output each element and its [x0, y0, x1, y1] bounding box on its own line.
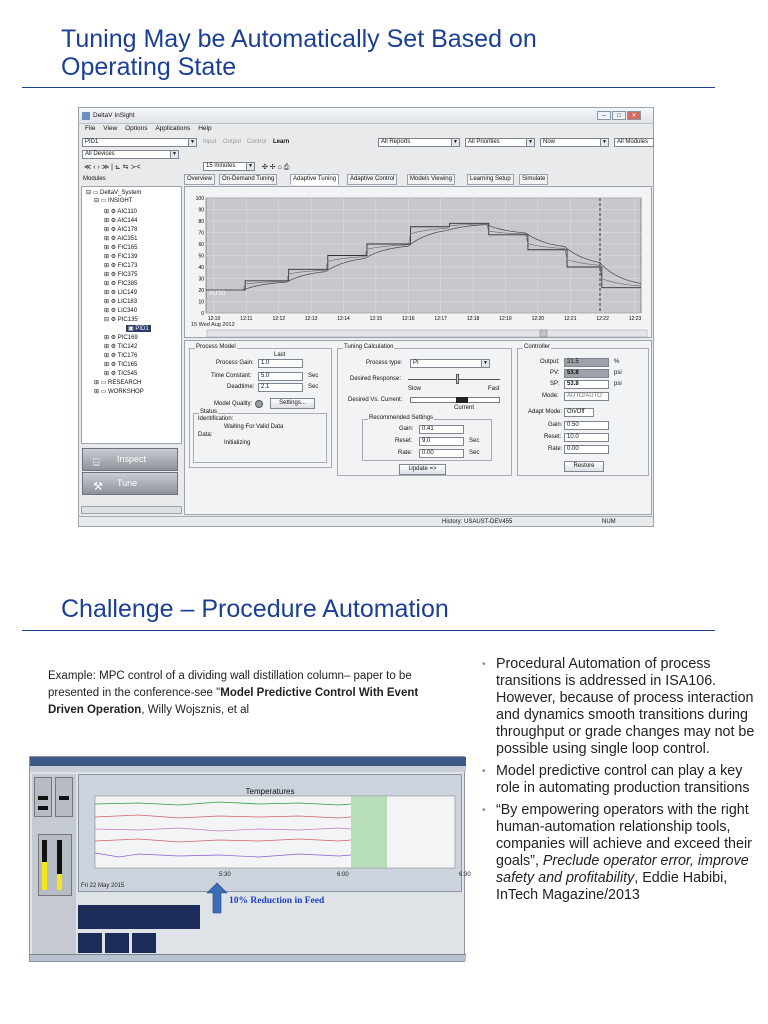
update-button[interactable]: Update => — [399, 464, 446, 475]
output-label: Output: — [540, 359, 560, 365]
tree-item-lic149[interactable]: ⊞ ⚙ LIC149 — [104, 290, 138, 296]
y-tick-label: 0 — [201, 311, 204, 317]
chevron-down-icon: ▼ — [600, 139, 608, 146]
desired-response-label: Desired Response: — [350, 376, 402, 382]
bullet-item — [482, 656, 757, 758]
process-model-title: Process Model — [196, 344, 236, 350]
tree-label: FIC139 — [117, 254, 138, 260]
mpc-faceplate[interactable] — [105, 933, 129, 953]
example-prefix: Example: MPC control of a dividing wall distillation column– paper to be presented in the conference-see " — [48, 670, 412, 699]
tab-simulate[interactable]: Simulate — [519, 174, 548, 185]
tune-nav-button[interactable] — [82, 472, 178, 495]
rec-reset-value: 9.0 — [419, 437, 464, 446]
data-label: Data: — [198, 432, 213, 438]
tree-item-deltav-system[interactable]: ⊟ ▭ DeltaV_System — [86, 190, 142, 196]
zoom-tools-icon[interactable]: ✣ ✢ ⌂ ⎙ — [262, 164, 290, 171]
tab-on-demand-tuning[interactable]: On-Demand Tuning — [219, 174, 277, 185]
faceplate-readout — [38, 806, 48, 810]
model-quality-label: Model Quality: — [214, 401, 253, 407]
deadtime-unit: Sec — [308, 384, 319, 390]
trend-date-label: 15 Wed Aug 2012 — [191, 322, 235, 328]
tree-label: TIC165 — [117, 362, 138, 368]
close-button[interactable]: ✕ — [627, 111, 641, 120]
quote-title: Preclude operator error, improve safety and profitability — [496, 853, 749, 886]
tree-label: FIC173 — [117, 263, 138, 269]
status-title: Status — [200, 409, 218, 415]
process-type-select[interactable] — [410, 359, 490, 368]
tab-adaptive-control[interactable]: Adaptive Control — [347, 174, 397, 185]
x-tick-label: 12:23 — [628, 316, 642, 322]
fast-label: Fast — [488, 386, 500, 392]
tree-label: FIC165 — [117, 245, 138, 251]
x-tick-label: 12:11 — [240, 316, 253, 322]
tune-icon: ⚒ — [93, 481, 103, 493]
tree-label: AIC110 — [117, 209, 137, 215]
tree-label: PIC135 — [117, 317, 138, 323]
status-group — [193, 409, 327, 463]
process-type-label: Process type: — [366, 360, 403, 366]
desired-response-slider-thumb[interactable] — [456, 374, 459, 384]
rec-gain-value: 0.41 — [419, 425, 464, 434]
feed-reduction-annotation: 10% Reduction in Feed — [229, 896, 325, 906]
bullet-text: Procedural Automation of process transitions is addressed in ISA106. However, because of process interaction and dynamics smooth transitions during throughput or grade changes may not be possible using single loop control. — [496, 656, 755, 757]
ctl-reset-input[interactable]: 10.0 — [564, 433, 609, 442]
chevron-down-icon: ▼ — [526, 139, 534, 146]
deadtime-label: Deadtime: — [227, 384, 255, 390]
time-constant-value: 5.0 — [258, 372, 303, 381]
slide-title-1-line1: Tuning May be Automatically Set Based on — [61, 25, 537, 53]
restore-button[interactable]: Restore — [564, 461, 604, 472]
current-indicator — [456, 397, 468, 403]
example-text — [48, 668, 436, 719]
taskbar — [30, 954, 466, 961]
tuning-panel — [184, 340, 652, 515]
faceplate-readout — [38, 796, 48, 800]
trend-chart — [185, 187, 653, 339]
tree-item-tic142[interactable]: ⊞ ⚙ TIC142 — [104, 344, 138, 350]
tree-item-tic165[interactable]: ⊞ ⚙ TIC165 — [104, 362, 138, 368]
priorities-select[interactable] — [465, 138, 535, 147]
chevron-down-icon: ▼ — [188, 139, 196, 146]
chevron-down-icon: ▼ — [451, 139, 459, 146]
mpc-faceplate[interactable] — [78, 933, 102, 953]
trend-scroll-thumb[interactable] — [540, 330, 547, 337]
time-select-value: Now — [543, 139, 556, 145]
recommended-settings-group — [362, 415, 492, 461]
x-tick-label: 12:13 — [304, 316, 318, 322]
module-select-value: PID1 — [85, 139, 99, 145]
controller-group — [517, 344, 649, 476]
modules-header: Modules — [83, 176, 106, 182]
mpc-faceplate[interactable] — [132, 933, 156, 953]
app-icon — [82, 112, 90, 120]
devices-select[interactable] — [82, 150, 179, 159]
ctl-rate-input[interactable]: 0.00 — [564, 445, 609, 454]
module-tree — [81, 186, 182, 444]
x-tick-label: 12:12 — [272, 316, 286, 322]
tree-label: LIC149 — [117, 290, 138, 296]
slide-title-1-line2: Operating State — [61, 53, 237, 81]
data-value: Initializing — [224, 440, 251, 446]
bullet-dot-icon: • — [482, 805, 486, 816]
tree-label: FIC385 — [117, 281, 138, 287]
sp-label: SP: — [550, 381, 560, 387]
y-tick-label: 80 — [198, 219, 204, 225]
rec-rate-unit: Sec — [469, 450, 480, 456]
process-model-group — [189, 344, 332, 468]
bullet-dot-icon: • — [482, 659, 486, 670]
x-tick-label: 12:14 — [337, 316, 350, 322]
minimize-button[interactable]: – — [597, 111, 611, 120]
modules-filter-value: All Modules — [617, 139, 649, 145]
y-tick-label: 50 — [198, 253, 204, 260]
title-divider-2 — [22, 630, 715, 631]
tree-label: DeltaV_System — [100, 190, 142, 196]
controller-title: Controller — [524, 344, 551, 350]
menu-applications[interactable]: Applications — [155, 125, 191, 132]
modules-filter-select[interactable] — [614, 138, 654, 147]
ctl-rate-label: Rate: — [548, 446, 563, 452]
tree-item-tic545[interactable]: ⊞ ⚙ TIC545 — [104, 371, 138, 377]
sp-unit: psi — [614, 381, 622, 387]
x-tick-label: 12:16 — [402, 316, 415, 322]
tree-item-aic144[interactable]: ⊞ ⚙ AIC144 — [104, 218, 138, 224]
x-tick-labels — [208, 316, 642, 322]
y-tick-label: 30 — [198, 276, 204, 283]
tree-label: TIC176 — [117, 353, 138, 359]
tree-label: INSIGHT — [108, 198, 133, 204]
mpc-menu-bar — [30, 766, 466, 772]
tab-learning-setup[interactable]: Learning Setup — [467, 174, 514, 185]
auto-mode-label: AUTO — [209, 291, 226, 297]
y-tick-label: 20 — [198, 288, 204, 294]
time-constant-label: Time Constant: — [211, 373, 252, 379]
level-bar-fill — [57, 874, 62, 890]
mpc-x-tick: 6:00 — [337, 872, 349, 878]
y-tick-label: 60 — [198, 242, 204, 248]
mode-output[interactable]: Output — [223, 139, 242, 145]
rec-gain-label: Gain: — [399, 426, 414, 432]
last-column-label: Last — [274, 352, 286, 358]
tree-label: PID1 — [135, 326, 149, 332]
identification-value: Waiting For Valid Data — [224, 424, 284, 430]
chevron-down-icon: ▼ — [246, 163, 254, 170]
priorities-select-value: All Priorities — [468, 139, 500, 145]
settings-button[interactable]: Settings... — [270, 398, 315, 409]
bullet-list — [482, 656, 757, 909]
trend-panel — [184, 186, 652, 338]
tree-item-aic110[interactable]: ⊞ ⚙ AIC110 — [104, 209, 137, 215]
rec-reset-unit: Sec — [469, 438, 480, 444]
pv-value: 53.8 — [564, 369, 609, 378]
tree-label: TIC545 — [117, 371, 138, 377]
tree-label: LIC183 — [117, 299, 138, 305]
temperatures-title: Temperatures — [245, 787, 295, 796]
reports-select[interactable] — [378, 138, 460, 147]
ctl-gain-input[interactable]: 0.50 — [564, 421, 609, 430]
mpc-x-tick: 6:30 — [459, 872, 471, 878]
identification-label: Identification: — [198, 416, 234, 422]
temperatures-chart — [79, 775, 471, 893]
arrow-up-icon — [207, 883, 227, 913]
bullet-dot-icon: • — [482, 766, 486, 777]
menu-file[interactable]: File — [85, 125, 96, 132]
tree-item-tic176[interactable]: ⊞ ⚙ TIC176 — [104, 353, 138, 359]
rec-reset-label: Reset: — [395, 438, 413, 444]
menu-bar — [79, 125, 653, 135]
reports-select-value: All Reports — [381, 139, 411, 145]
y-tick-labels — [196, 196, 205, 317]
tree-item-fic165[interactable]: ⊞ ⚙ FIC165 — [104, 245, 138, 251]
title-divider-1 — [22, 87, 715, 88]
tuning-calculation-title: Tuning Calculation — [344, 344, 394, 350]
time-span-value: 15 minutes — [206, 163, 236, 169]
tune-label: Tune — [117, 478, 138, 488]
output-unit: % — [614, 359, 620, 365]
tree-item-lic340[interactable]: ⊞ ⚙ LIC340 — [104, 308, 138, 314]
bullet-item — [482, 802, 757, 904]
x-tick-label: 12:22 — [596, 316, 609, 322]
tree-item-pid1[interactable]: ▣ PID1 — [128, 326, 149, 332]
quote-attribution: , Eddie Habibi, InTech Magazine/2013 — [496, 870, 728, 903]
desired-response-slider-track[interactable] — [408, 379, 500, 380]
recommended-settings-title: Recommended Settings — [369, 415, 434, 421]
time-select[interactable] — [540, 138, 609, 147]
rec-rate-label: Rate: — [398, 450, 413, 456]
process-type-value: PI — [413, 360, 419, 366]
tree-label: RESEARCH — [108, 380, 142, 386]
y-tick-label: 90 — [198, 207, 204, 214]
inspect-nav-button[interactable] — [82, 448, 178, 471]
y-tick-label: 100 — [195, 196, 204, 202]
y-tick-label: 70 — [198, 230, 204, 237]
tree-label: WORKSHOP — [108, 389, 144, 395]
tree-label: AIC144 — [117, 218, 138, 224]
tab-overview[interactable]: Overview — [184, 174, 215, 185]
trend-scrollbar[interactable] — [207, 330, 647, 337]
pv-unit: psi — [614, 370, 622, 376]
tab-adaptive-tuning[interactable]: Adaptive Tuning — [290, 174, 339, 185]
tree-item-fic139[interactable]: ⊞ ⚙ FIC139 — [104, 254, 138, 260]
time-constant-unit: Sec — [308, 373, 319, 379]
mode-control[interactable]: Control — [247, 139, 267, 145]
x-tick-label: 12:10 — [207, 316, 221, 322]
tree-item-research[interactable]: ⊞ ▭ RESEARCH — [94, 380, 142, 386]
ctl-reset-label: Reset: — [544, 434, 562, 440]
menu-view[interactable]: View — [103, 125, 118, 132]
x-tick-label: 12:19 — [499, 316, 512, 322]
mpc-x-tick: 5:30 — [219, 872, 231, 878]
mpc-window-titlebar — [30, 757, 466, 766]
tree-item-fic375[interactable]: ⊞ ⚙ FIC375 — [104, 272, 138, 278]
history-status: History: USAUST-DEV455 — [442, 519, 513, 525]
module-select[interactable] — [82, 138, 197, 147]
tree-item-aic178[interactable]: ⊞ ⚙ AIC178 — [104, 227, 138, 233]
chevron-down-icon: ▼ — [170, 151, 178, 158]
tree-item-fic173[interactable]: ⊞ ⚙ FIC173 — [104, 263, 138, 269]
quote-text: “By empowering operators with the right human-automation relationship tools, companies will achieve and exceed their goals”, — [496, 802, 752, 869]
menu-options[interactable]: Options — [125, 125, 148, 132]
maximize-button[interactable]: □ — [612, 111, 626, 120]
rec-rate-value: 0.00 — [419, 449, 464, 458]
status-bar — [79, 516, 653, 526]
x-tick-label: 12:18 — [466, 316, 480, 322]
deadtime-value: 2.1 — [258, 383, 303, 392]
sp-input[interactable]: 53.8 — [564, 380, 609, 389]
tree-item-workshop[interactable]: ⊞ ▭ WORKSHOP — [94, 389, 144, 395]
tree-horizontal-scrollbar[interactable] — [81, 506, 182, 514]
tree-item-pic169[interactable]: ⊞ ⚙ PIC169 — [104, 335, 138, 341]
x-tick-label: 12:20 — [531, 316, 545, 322]
pv-label: PV: — [550, 370, 560, 376]
ctl-gain-label: Gain: — [548, 422, 563, 428]
chevron-down-icon: ▼ — [481, 360, 489, 367]
bullet-item — [482, 763, 757, 797]
time-span-select[interactable] — [203, 162, 255, 171]
paper-title: Model Predictive Control With Event Driven Operation — [48, 687, 419, 716]
tree-label: LIC340 — [117, 308, 138, 314]
adapt-mode-label: Adapt Mode: — [528, 409, 563, 415]
tab-models-viewing[interactable]: Models Viewing — [407, 174, 455, 185]
example-suffix: , Willy Wojsznis, et al — [141, 704, 250, 716]
tree-item-insight[interactable]: ⊟ ▭ INSIGHT — [94, 198, 133, 204]
tree-label: TIC142 — [117, 344, 138, 350]
tree-item-lic183[interactable]: ⊞ ⚙ LIC183 — [104, 299, 138, 305]
mode-input[interactable]: Input — [203, 139, 217, 145]
tuning-calculation-group — [337, 344, 512, 476]
num-lock-status: NUM — [602, 519, 616, 525]
x-tick-label: 12:17 — [434, 316, 447, 322]
inspect-label: Inspect — [117, 454, 147, 464]
mode-learn[interactable]: Learn — [273, 139, 290, 145]
adapt-mode-value[interactable]: On/Off — [564, 408, 594, 417]
temperatures-panel — [78, 774, 471, 892]
temperatures-plot-area — [95, 796, 455, 868]
slide-title-1 — [61, 25, 537, 81]
faceplate-column — [32, 774, 76, 958]
level-bar-fill — [42, 862, 47, 890]
tree-label: FIC375 — [117, 272, 138, 278]
process-gain-value: 1.0 — [258, 359, 303, 368]
mode-label: Mode: — [542, 393, 559, 399]
tree-label: AIC178 — [117, 227, 138, 233]
deltav-insight-window — [78, 107, 654, 527]
y-tick-label: 40 — [198, 265, 204, 271]
devices-select-value: All Devices — [85, 151, 115, 157]
slow-label: Slow — [408, 386, 422, 392]
slide-title-2: Challenge – Procedure Automation — [61, 595, 449, 623]
tree-label: AIC351 — [117, 236, 138, 242]
tree-item-fic385[interactable]: ⊞ ⚙ FIC385 — [104, 281, 138, 287]
event-highlight — [351, 796, 387, 868]
desired-vs-current-label: Desired Vs. Current: — [348, 397, 403, 403]
y-tick-label: 10 — [198, 299, 204, 306]
nav-arrows-icon[interactable]: ≪ ‹ › ≫ | ⊾ ⇆ ≻< — [84, 164, 141, 171]
x-tick-label: 12:15 — [369, 316, 383, 322]
mpc-date-label: Fri 22 May 2015 — [81, 883, 125, 889]
output-value: 21.5 — [564, 358, 609, 367]
bullet-text: Model predictive control can play a key role in automating production transitions — [496, 763, 750, 796]
inspect-icon: ⌸ — [93, 457, 100, 469]
menu-help[interactable]: Help — [198, 125, 212, 132]
mode-value: AUTO/AUTO — [564, 392, 609, 401]
window-titlebar — [79, 108, 653, 124]
tree-item-aic351[interactable]: ⊞ ⚙ AIC351 — [104, 236, 138, 242]
current-label: Current — [454, 405, 475, 411]
desired-vs-current-bar — [410, 397, 500, 403]
tree-label: PIC169 — [117, 335, 138, 341]
faceplate-readout — [59, 796, 69, 800]
window-title: DeltaV InSight — [93, 112, 135, 119]
mpc-variable-table — [78, 905, 200, 929]
x-tick-label: 12:21 — [563, 316, 577, 322]
tree-item-pic135[interactable]: ⊟ ⚙ PIC135 — [104, 317, 138, 323]
model-quality-indicator — [255, 400, 263, 408]
mpc-operator-window — [29, 756, 471, 962]
process-gain-label: Process Gain: — [216, 360, 254, 366]
